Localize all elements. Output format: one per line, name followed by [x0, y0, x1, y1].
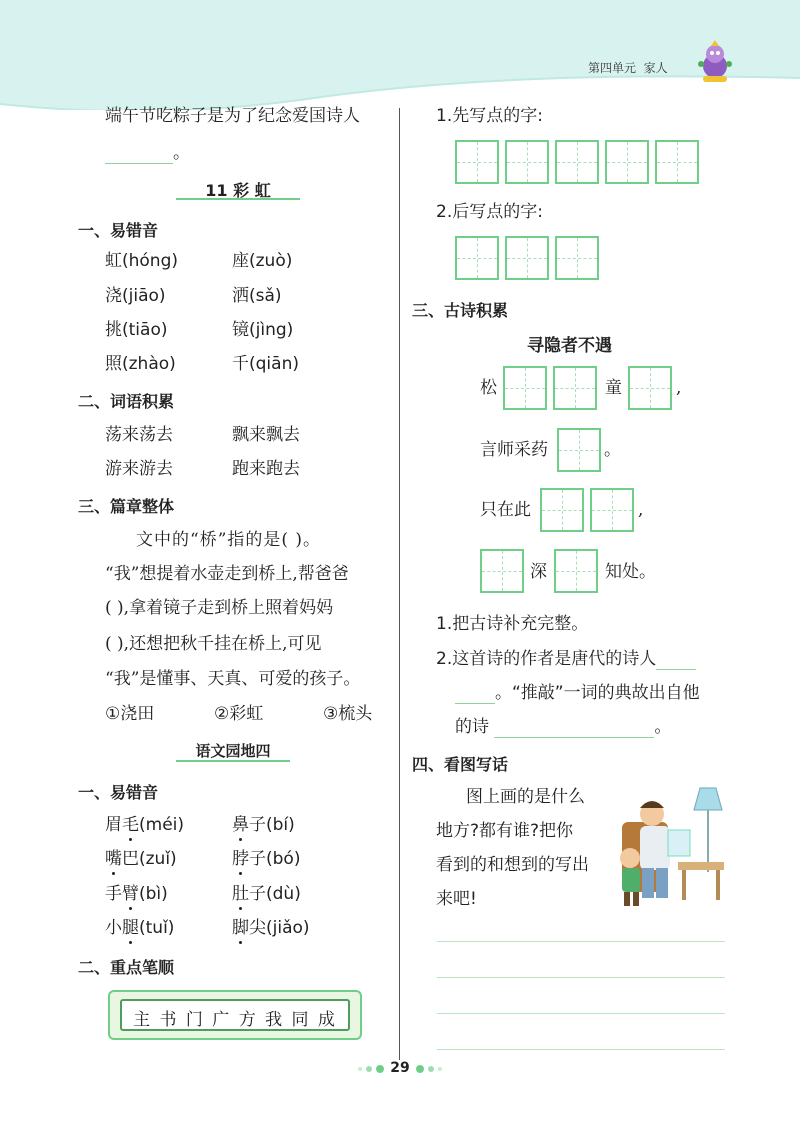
poem-text: 松: [480, 378, 497, 398]
writing-grid-box[interactable]: [655, 140, 699, 184]
option-item: ①浇田: [105, 704, 155, 724]
question-text: 2.后写点的字:: [436, 202, 543, 222]
garden-title: 语文园地四: [195, 742, 271, 760]
writing-grid-box[interactable]: [505, 140, 549, 184]
pinyin-item: 眉毛(méi): [105, 815, 185, 835]
pinyin-item: 脚尖(jiǎo): [232, 918, 310, 938]
writing-grid-box[interactable]: [480, 549, 524, 593]
question-text: 的诗 。: [455, 717, 672, 737]
writing-grid-box[interactable]: [555, 236, 599, 280]
section-title: 二、重点笔顺: [78, 958, 175, 977]
writing-prompt-line: 来吧!: [436, 889, 477, 909]
pinyin-item: 肚子(dù): [232, 884, 301, 904]
poem-text: 言师采药: [480, 440, 548, 460]
writing-grid-box[interactable]: [590, 488, 634, 532]
writing-prompt-line: 图上画的是什么: [466, 787, 585, 807]
question-text: 1.把古诗补充完整。: [436, 614, 589, 634]
writing-grid-box[interactable]: [505, 236, 549, 280]
page-number: 29: [390, 1060, 410, 1076]
writing-grid-box[interactable]: [455, 140, 499, 184]
passage-line: ( ),还想把秋千挂在桥上,可见: [105, 634, 322, 654]
poem-text: 深: [530, 562, 547, 582]
section-title: 二、词语积累: [78, 392, 175, 411]
pinyin-item: 挑(tiāo): [105, 320, 168, 340]
garden-title-underline: [176, 760, 290, 762]
word-item: 跑来跑去: [232, 459, 300, 479]
writing-grid-box[interactable]: [455, 236, 499, 280]
passage-line: 文中的“桥”指的是( )。: [136, 530, 322, 550]
word-item: 飘来飘去: [232, 425, 300, 445]
pinyin-item: 脖子(bó): [232, 849, 301, 869]
writing-grid-box[interactable]: [555, 140, 599, 184]
writing-answer-line[interactable]: [437, 941, 725, 942]
writing-grid-box[interactable]: [554, 549, 598, 593]
writing-grid-box[interactable]: [553, 366, 597, 410]
writing-grid-box[interactable]: [628, 366, 672, 410]
pinyin-item: 照(zhào): [105, 354, 176, 374]
poem-text: 知处。: [605, 562, 656, 582]
pinyin-item: 小腿(tuǐ): [105, 918, 175, 938]
pinyin-item: 洒(sǎ): [232, 286, 282, 306]
pinyin-item: 千(qiān): [232, 354, 299, 374]
writing-prompt-line: 看到的和想到的写出: [436, 855, 589, 875]
header-band: [0, 0, 800, 110]
writing-grid-box[interactable]: [503, 366, 547, 410]
column-divider: [399, 108, 400, 1060]
question-text: 。“推敲”一词的典故出自他: [455, 682, 700, 704]
header-unit-label: 第四单元 家人: [588, 61, 668, 75]
section-title: 四、看图写话: [412, 755, 509, 774]
pinyin-item: 镜(jìng): [232, 320, 294, 340]
writing-grid-box[interactable]: [605, 140, 649, 184]
lesson-title: 11 彩 虹: [205, 181, 271, 200]
intro-blank-line: 。: [105, 142, 190, 164]
writing-prompt-line: 地方?都有谁?把你: [436, 821, 574, 841]
section-title: 三、篇章整体: [78, 497, 175, 516]
pinyin-item: 浇(jiāo): [105, 286, 166, 306]
pinyin-item: 虹(hóng): [105, 251, 179, 271]
writing-answer-line[interactable]: [437, 1013, 725, 1014]
writing-answer-line[interactable]: [437, 977, 725, 978]
section-title: 三、古诗积累: [412, 301, 509, 320]
pinyin-item: 鼻子(bí): [232, 815, 295, 835]
option-item: ②彩虹: [214, 704, 264, 724]
stroke-order-scroll: [108, 990, 362, 1040]
poem-title: 寻隐者不遇: [527, 336, 612, 356]
passage-line: ( ),拿着镜子走到桥上照着妈妈: [105, 598, 334, 618]
writing-grid-box[interactable]: [557, 428, 601, 472]
writing-answer-line[interactable]: [437, 1049, 725, 1050]
stroke-order-characters: 主 书 门 广 方 我 同 成: [133, 1010, 337, 1030]
question-text: 1.先写点的字:: [436, 106, 543, 126]
family-illustration: [612, 782, 730, 914]
poem-text: 童: [605, 378, 622, 398]
section-title: 一、易错音: [78, 783, 159, 802]
word-item: 游来游去: [105, 459, 173, 479]
poem-text: 。: [604, 440, 621, 460]
page-number-decoration-left: [356, 1064, 386, 1074]
mascot-icon: [693, 40, 737, 86]
poem-text: ,: [676, 378, 682, 398]
question-text: 2.这首诗的作者是唐代的诗人: [436, 648, 696, 670]
pinyin-item: 嘴巴(zuǐ): [105, 849, 177, 869]
pinyin-item: 手臂(bì): [105, 884, 168, 904]
poem-text: 只在此: [480, 500, 531, 520]
writing-grid-box[interactable]: [540, 488, 584, 532]
section-title: 一、易错音: [78, 221, 159, 240]
page-number-decoration-right: [414, 1064, 444, 1074]
passage-line: “我”是懂事、天真、可爱的孩子。: [105, 669, 361, 689]
option-item: ③梳头: [323, 704, 373, 724]
lesson-title-underline: [176, 198, 300, 200]
poem-text: ,: [638, 500, 644, 520]
passage-line: “我”想提着水壶走到桥上,帮爸爸: [105, 564, 349, 584]
word-item: 荡来荡去: [105, 425, 173, 445]
pinyin-item: 座(zuò): [232, 251, 293, 271]
intro-text: 端午节吃粽子是为了纪念爱国诗人: [105, 106, 360, 126]
